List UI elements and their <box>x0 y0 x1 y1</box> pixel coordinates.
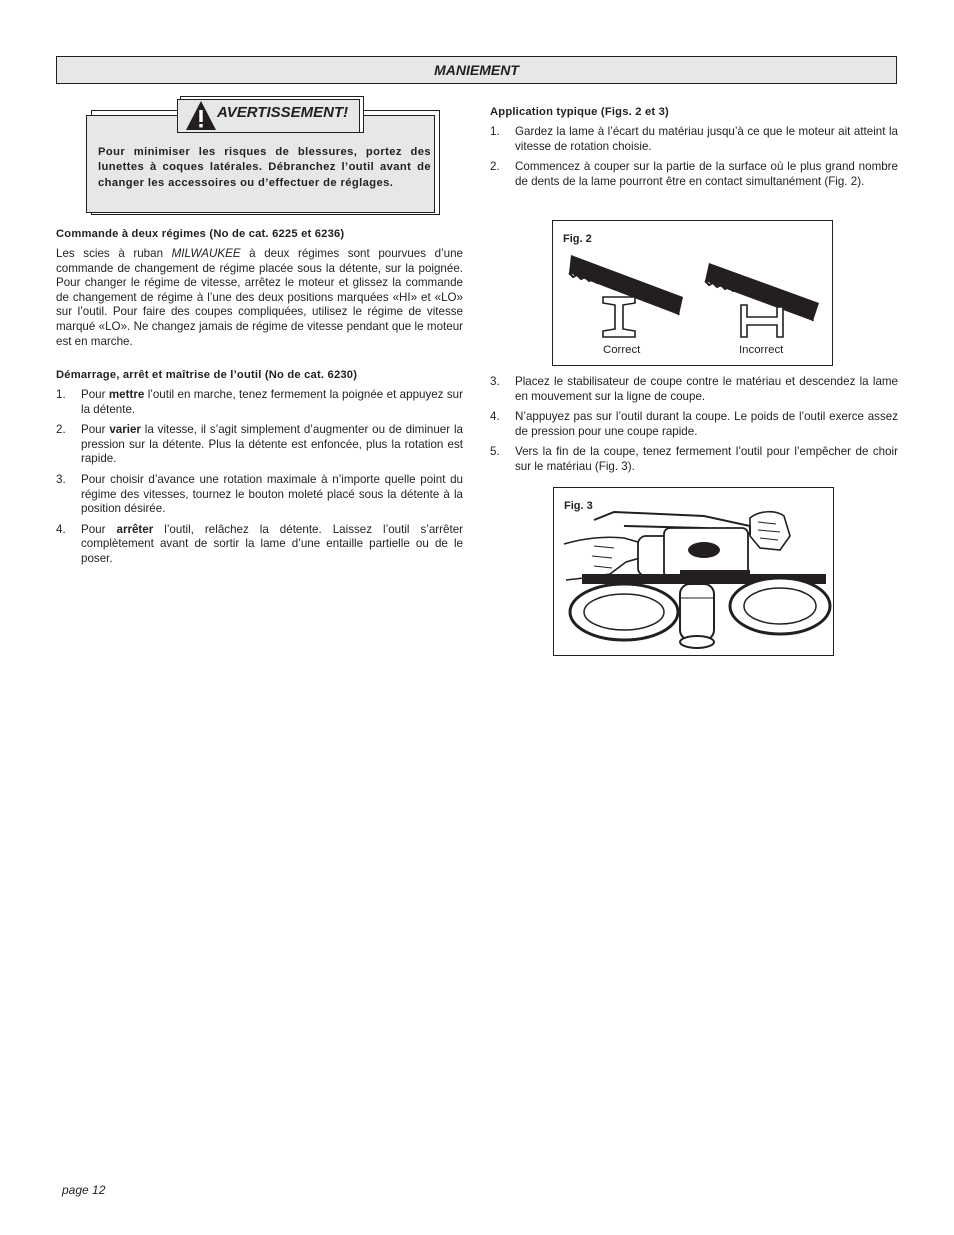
item-text: l’outil en marche, tenez fermement la poignée et appuyez sur la détente. <box>81 388 463 416</box>
section-title: MANIEMENT <box>56 56 897 84</box>
item-text: Gardez la lame à l’écart du matériau jusqu’à ce que le moteur ait atteint la vitesse de rotation choisie. <box>515 125 898 153</box>
warning-text: Pour minimiser les risques de blessures, portez des lunettes à coques latérales. Débranchez l’outil avant de changer les accessoires ou d’effectuer de réglages. <box>98 146 431 189</box>
application-list-a <box>490 125 898 189</box>
list-number: 1. <box>490 125 500 138</box>
list-number: 2. <box>490 160 500 174</box>
figure-3 <box>553 487 834 656</box>
figure-label: Fig. 3 <box>564 500 593 512</box>
application-list-b <box>490 375 898 475</box>
page-number: page 12 <box>62 1183 106 1197</box>
list-number: 3. <box>490 375 500 388</box>
item-text: Pour <box>81 423 110 437</box>
item-text: l’outil, relâchez la détente. Laissez l’outil s’arrêter complètement avant de sortir la lame d’une entaille partielle ou de le poser. <box>81 522 464 565</box>
caption-incorrect: Incorrect <box>739 344 784 356</box>
item-text: Commencez à couper sur la partie de la surface où le plus grand nombre de dents de la lame pourront être en contact simultanément (Fig. 2). <box>515 160 898 188</box>
blade-diagram <box>553 221 832 365</box>
figure-2 <box>552 220 833 366</box>
list-item <box>56 523 463 567</box>
list-number: 2. <box>56 423 66 437</box>
item-text: N’appuyez pas sur l’outil durant la coupe. Le poids de l’outil exerce assez de pression pour une coupe rapide. <box>515 410 898 438</box>
caption-correct: Correct <box>603 344 641 356</box>
item-text: Pour <box>81 522 117 536</box>
list-number: 3. <box>56 472 66 486</box>
list-item <box>490 410 898 439</box>
item-bold-text: varier <box>109 423 141 437</box>
item-text: Vers la fin de la coupe, tenez fermement l’outil pour l’empêcher de choir sur le matériau (Fig. 3). <box>515 445 898 473</box>
blade-incorrect-illustration <box>705 263 819 337</box>
section-heading-application: Application typique (Figs. 2 et 3) <box>490 106 669 118</box>
item-bold-text: mettre <box>108 388 145 401</box>
list-item <box>490 375 898 404</box>
start-stop-list <box>56 388 463 567</box>
list-item <box>56 388 463 417</box>
list-item <box>56 423 463 467</box>
item-text: la vitesse, il s’agit simplement d’augmenter ou de diminuer la pression sur la détente. Plus la détente est enfoncée, plus la rotation est rapide. <box>81 423 463 466</box>
figure-label: Fig. 2 <box>563 233 592 245</box>
list-item <box>56 473 463 517</box>
blade-correct-illustration <box>569 255 683 337</box>
list-item <box>490 445 898 474</box>
brand-name: MILWAUKEE <box>171 247 241 260</box>
list-number: 1. <box>56 388 66 401</box>
warning-triangle-icon <box>185 100 217 132</box>
list-item <box>490 160 898 189</box>
item-text: Pour <box>81 388 109 401</box>
item-text: Pour choisir d’avance une rotation maximale à n’importe quelle point du régime des vitesses, tournez le bouton moleté placé sous la détente à la position désirée. <box>81 472 463 516</box>
section-heading-start-stop: Démarrage, arrêt et maîtrise de l’outil (No de cat. 6230) <box>56 369 358 381</box>
two-speed-paragraph <box>56 247 463 349</box>
paragraph-text: Les scies à ruban <box>56 247 172 260</box>
bandsaw-illustration <box>554 488 833 655</box>
list-item <box>490 125 898 154</box>
list-number: 4. <box>56 522 66 536</box>
paragraph-text: à deux régimes sont pourvues d’une commande de changement de régime placée sous la détente, sur la poignée. Pour changer le régime de vitesse, arrêtez le moteur et glissez la commande de changement de régime à l’une des deux positions marquées «HI» et «LO» sur l’outil. Pour faire des coupes compliquées, utilisez le régime de vitesse marqué «LO». Ne changez jamais de régime de vitesse pendant que le moteur est en marche. <box>56 247 463 348</box>
warning-title: AVERTISSEMENT! <box>217 104 349 121</box>
item-text: Placez le stabilisateur de coupe contre le matériau et descendez la lame en mouvement sur la ligne de coupe. <box>515 375 898 403</box>
list-number: 4. <box>490 410 500 424</box>
list-number: 5. <box>490 445 500 459</box>
section-heading-two-speed: Commande à deux régimes (No de cat. 6225 et 6236) <box>56 228 345 240</box>
item-bold-text: arrêter <box>116 522 154 536</box>
